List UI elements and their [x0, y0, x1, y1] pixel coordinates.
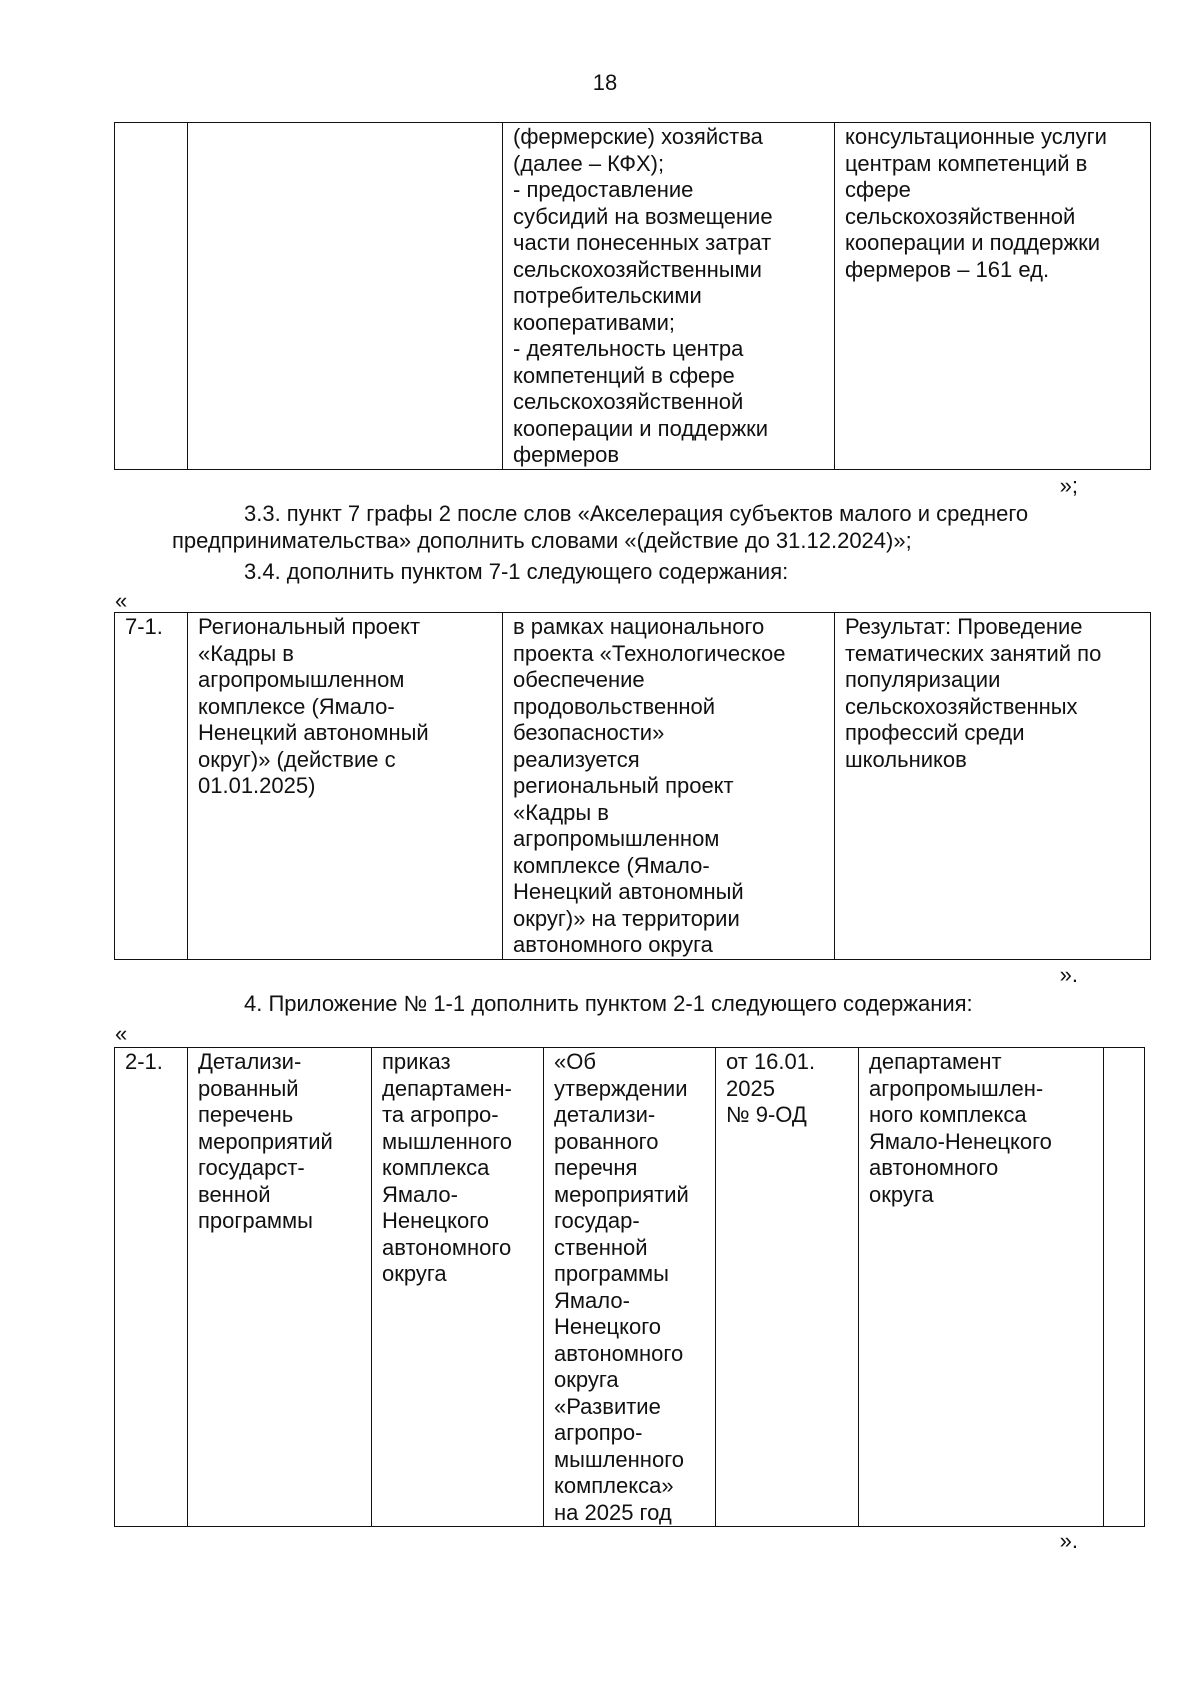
closing-quote-2: ». [1059, 962, 1078, 987]
table-2 [114, 612, 1151, 960]
cell-line: региональный проект [513, 773, 734, 798]
cell-line: профессий среди [845, 720, 1025, 745]
cell-line: сфере [845, 177, 911, 202]
cell-line: «Развитие [554, 1393, 661, 1419]
cell-line: округ)» (действие с [198, 746, 396, 772]
cell-line: агропромышлен- [869, 1075, 1044, 1101]
cell-line: венной [198, 1181, 271, 1207]
cell-line: сельскохозяйственной [513, 389, 744, 414]
cell-line: сельскохозяйственными [513, 256, 762, 282]
cell-line: в рамках национального [513, 614, 765, 639]
cell-line: кооперативами; [513, 309, 676, 335]
cell-line: автономного округа [513, 932, 713, 957]
document-type-cell [372, 1048, 544, 1527]
row-number: 7-1. [125, 614, 163, 639]
cell-line: та агропро- [382, 1102, 499, 1127]
cell-line: округа [869, 1181, 934, 1207]
paragraph-3-3-line1: 3.3. пункт 7 графы 2 после слов «Акселерация субъектов малого и среднего [244, 501, 1029, 526]
cell-line: программы [198, 1208, 313, 1233]
name-cell [188, 123, 503, 470]
table-3 [114, 1047, 1145, 1527]
cell-line: детализи- [554, 1102, 656, 1127]
cell-line: округа [554, 1367, 619, 1392]
cell-line: фермеров – 161 ед. [845, 256, 1050, 282]
open-quote-3: « [115, 1021, 128, 1046]
cell-line: Ненецкого [382, 1208, 489, 1233]
cell-line: агропро- [554, 1420, 643, 1445]
extra-cell [1104, 1048, 1145, 1527]
cell-line: перечень [198, 1102, 294, 1127]
cell-line: мероприятий [554, 1181, 689, 1207]
cell-line: продовольственной [513, 693, 716, 719]
result-cell [835, 613, 1151, 960]
cell-line: кооперации и поддержки [845, 230, 1101, 255]
cell-line: проекта «Технологическое [513, 640, 786, 666]
cell-line: «Об [554, 1049, 596, 1074]
cell-line: Ямало-Ненецкого [869, 1128, 1052, 1154]
cell-line: автономного [382, 1234, 512, 1260]
cell-line: № 9-ОД [726, 1102, 807, 1127]
document-name-cell [188, 1048, 372, 1527]
cell-line: обеспечение [513, 667, 645, 692]
cell-line: мышленного [382, 1128, 512, 1154]
project-name-cell [188, 613, 503, 960]
cell-line: (фермерские) хозяйства [513, 124, 763, 149]
cell-line: сельскохозяйственной [845, 203, 1076, 229]
cell-line: кооперации и поддержки [513, 415, 769, 441]
row-number-cell [115, 613, 188, 960]
cell-line: Результат: Проведение [845, 614, 1083, 639]
cell-line: реализуется [513, 746, 640, 772]
table-row [115, 1048, 1145, 1527]
paragraph-3-3-line2: предпринимательства» дополнить словами «(действие до 31.12.2024)»; [172, 528, 912, 553]
cell-line: автономного [554, 1340, 684, 1366]
cell-line: агропромышленном [513, 826, 720, 851]
cell-line: автономного [869, 1155, 999, 1180]
cell-line: комплексе (Ямало- [198, 693, 395, 719]
cell-line: 01.01.2025) [198, 773, 316, 798]
page-number: 18 [592, 70, 618, 95]
open-quote-2: « [115, 588, 128, 613]
cell-line: (далее – КФХ); [513, 150, 665, 176]
cell-line: «Кадры в [513, 799, 609, 825]
table-row [115, 123, 1151, 470]
description-cell [503, 613, 835, 960]
cell-line: комплексе (Ямало- [513, 852, 710, 878]
cell-line: 2025 [726, 1075, 775, 1101]
table-1 [114, 122, 1151, 470]
cell-line: агропромышленном [198, 667, 405, 692]
cell-line: от 16.01. [726, 1049, 816, 1074]
cell-line: консультационные услуги [845, 124, 1107, 149]
paragraph-3-4: 3.4. дополнить пунктом 7-1 следующего содержания: [244, 559, 789, 584]
document-title-cell [544, 1048, 716, 1527]
cell-line: «Кадры в [198, 640, 294, 666]
measures-cell [503, 123, 835, 470]
cell-line: популяризации [845, 667, 1001, 692]
results-cell [835, 123, 1151, 470]
cell-line: мышленного [554, 1446, 684, 1472]
cell-line: сельскохозяйственных [845, 693, 1078, 719]
row-number: 2-1. [125, 1049, 163, 1074]
cell-line: рованного [554, 1128, 659, 1154]
cell-line: комплекса» [554, 1473, 674, 1498]
cell-line: - деятельность центра [513, 336, 744, 361]
cell-line: фермеров [513, 442, 620, 467]
cell-line: округа [382, 1261, 447, 1286]
cell-line: государ- [554, 1208, 640, 1233]
cell-line: центрам компетенций в [845, 150, 1088, 176]
cell-line: Ненецкого [554, 1314, 661, 1339]
authority-cell [859, 1048, 1104, 1527]
row-number-cell [115, 123, 188, 470]
cell-line: школьников [845, 746, 967, 772]
cell-line: Ненецкий автономный [513, 879, 744, 904]
cell-line: департамент [869, 1049, 1002, 1074]
cell-line: Региональный проект [198, 614, 421, 639]
cell-line: приказ [382, 1049, 451, 1074]
cell-line: Ямало- [554, 1287, 630, 1313]
cell-line: ного комплекса [869, 1102, 1027, 1127]
cell-line: Ямало- [382, 1181, 458, 1207]
cell-line: департамен- [382, 1075, 512, 1101]
table-row [115, 613, 1151, 960]
cell-line: безопасности» [513, 720, 665, 745]
cell-line: тематических занятий по [845, 640, 1102, 666]
paragraph-4: 4. Приложение № 1-1 дополнить пунктом 2-1 следующего содержания: [244, 991, 973, 1016]
closing-quote-3: ». [1059, 1528, 1078, 1553]
cell-line: на 2025 год [554, 1499, 672, 1525]
cell-line: округ)» на территории [513, 905, 740, 931]
cell-line: программы [554, 1261, 669, 1286]
cell-line: субсидий на возмещение [513, 203, 773, 229]
document-date-cell [716, 1048, 859, 1527]
cell-line: перечня [554, 1155, 638, 1180]
cell-line: утверждении [554, 1075, 688, 1101]
closing-quote-1: »; [1059, 473, 1078, 498]
cell-line: части понесенных затрат [513, 230, 772, 255]
cell-line: комплекса [382, 1155, 490, 1180]
row-number-cell [115, 1048, 188, 1527]
cell-line: - предоставление [513, 177, 694, 202]
cell-line: Детализи- [198, 1049, 302, 1074]
cell-line: ственной [554, 1234, 648, 1260]
cell-line: государст- [198, 1155, 305, 1180]
cell-line: компетенций в сфере [513, 362, 735, 388]
cell-line: потребительскими [513, 283, 702, 308]
cell-line: рованный [198, 1075, 299, 1101]
cell-line: мероприятий [198, 1128, 333, 1154]
cell-line: Ненецкий автономный [198, 720, 429, 745]
